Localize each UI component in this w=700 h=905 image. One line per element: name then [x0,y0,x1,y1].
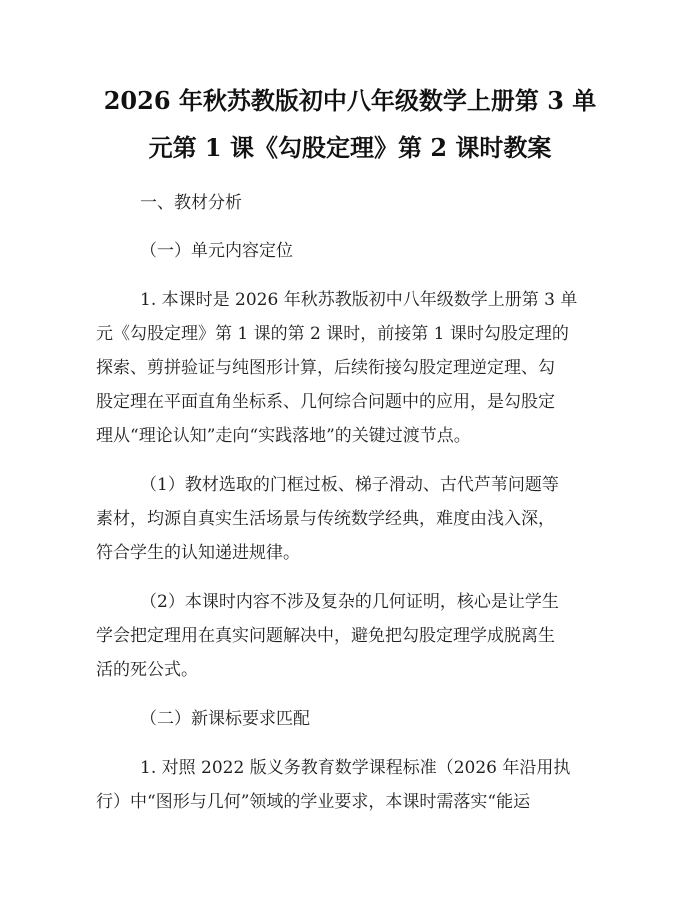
paragraph-line: 1. 本课时是 2026 年秋苏教版初中八年级数学上册第 3 单 [140,290,578,310]
paragraph-line: 理从“理论认知”走向“实践落地”的关键过渡节点。 [96,426,471,446]
paragraph-line: 股定理在平面直角坐标系、几何综合问题中的应用，是勾股定 [96,392,555,412]
document-title-line-2: 元第 1 课《勾股定理》第 2 课时教案 [148,133,552,162]
paragraph-line: （1）教材选取的门框过板、梯子滑动、古代芦苇问题等 [140,475,559,495]
paragraph-line: 行）中“图形与几何”领域的学业要求，本课时需落实“能运 [96,792,531,812]
paragraph-line: 探索、剪拼验证与纯图形计算，后续衔接勾股定理逆定理、勾 [96,358,555,378]
paragraph-line: （2）本课时内容不涉及复杂的几何证明，核心是让学生 [140,592,559,612]
paragraph-line: 1. 对照 2022 版义务教育数学课程标准（2026 年沿用执 [140,758,571,778]
paragraph-line: 活的死公式。 [96,660,198,680]
paragraph-line: 元《勾股定理》第 1 课的第 2 课时，前接第 1 课时勾股定理的 [96,324,569,344]
paragraph-line: 符合学生的认知递进规律。 [96,543,300,563]
section-heading-1: 一、教材分析 [140,193,242,213]
paragraph-line: 素材，均源自真实生活场景与传统数学经典，难度由浅入深， [96,509,555,529]
paragraph-line: 学会把定理用在真实问题解决中，避免把勾股定理学成脱离生 [96,626,555,646]
document-title-line-1: 2026 年秋苏教版初中八年级数学上册第 3 单 [103,86,597,115]
subsection-heading-1: （一）单元内容定位 [140,241,293,261]
subsection-heading-2: （二）新课标要求匹配 [140,709,310,729]
